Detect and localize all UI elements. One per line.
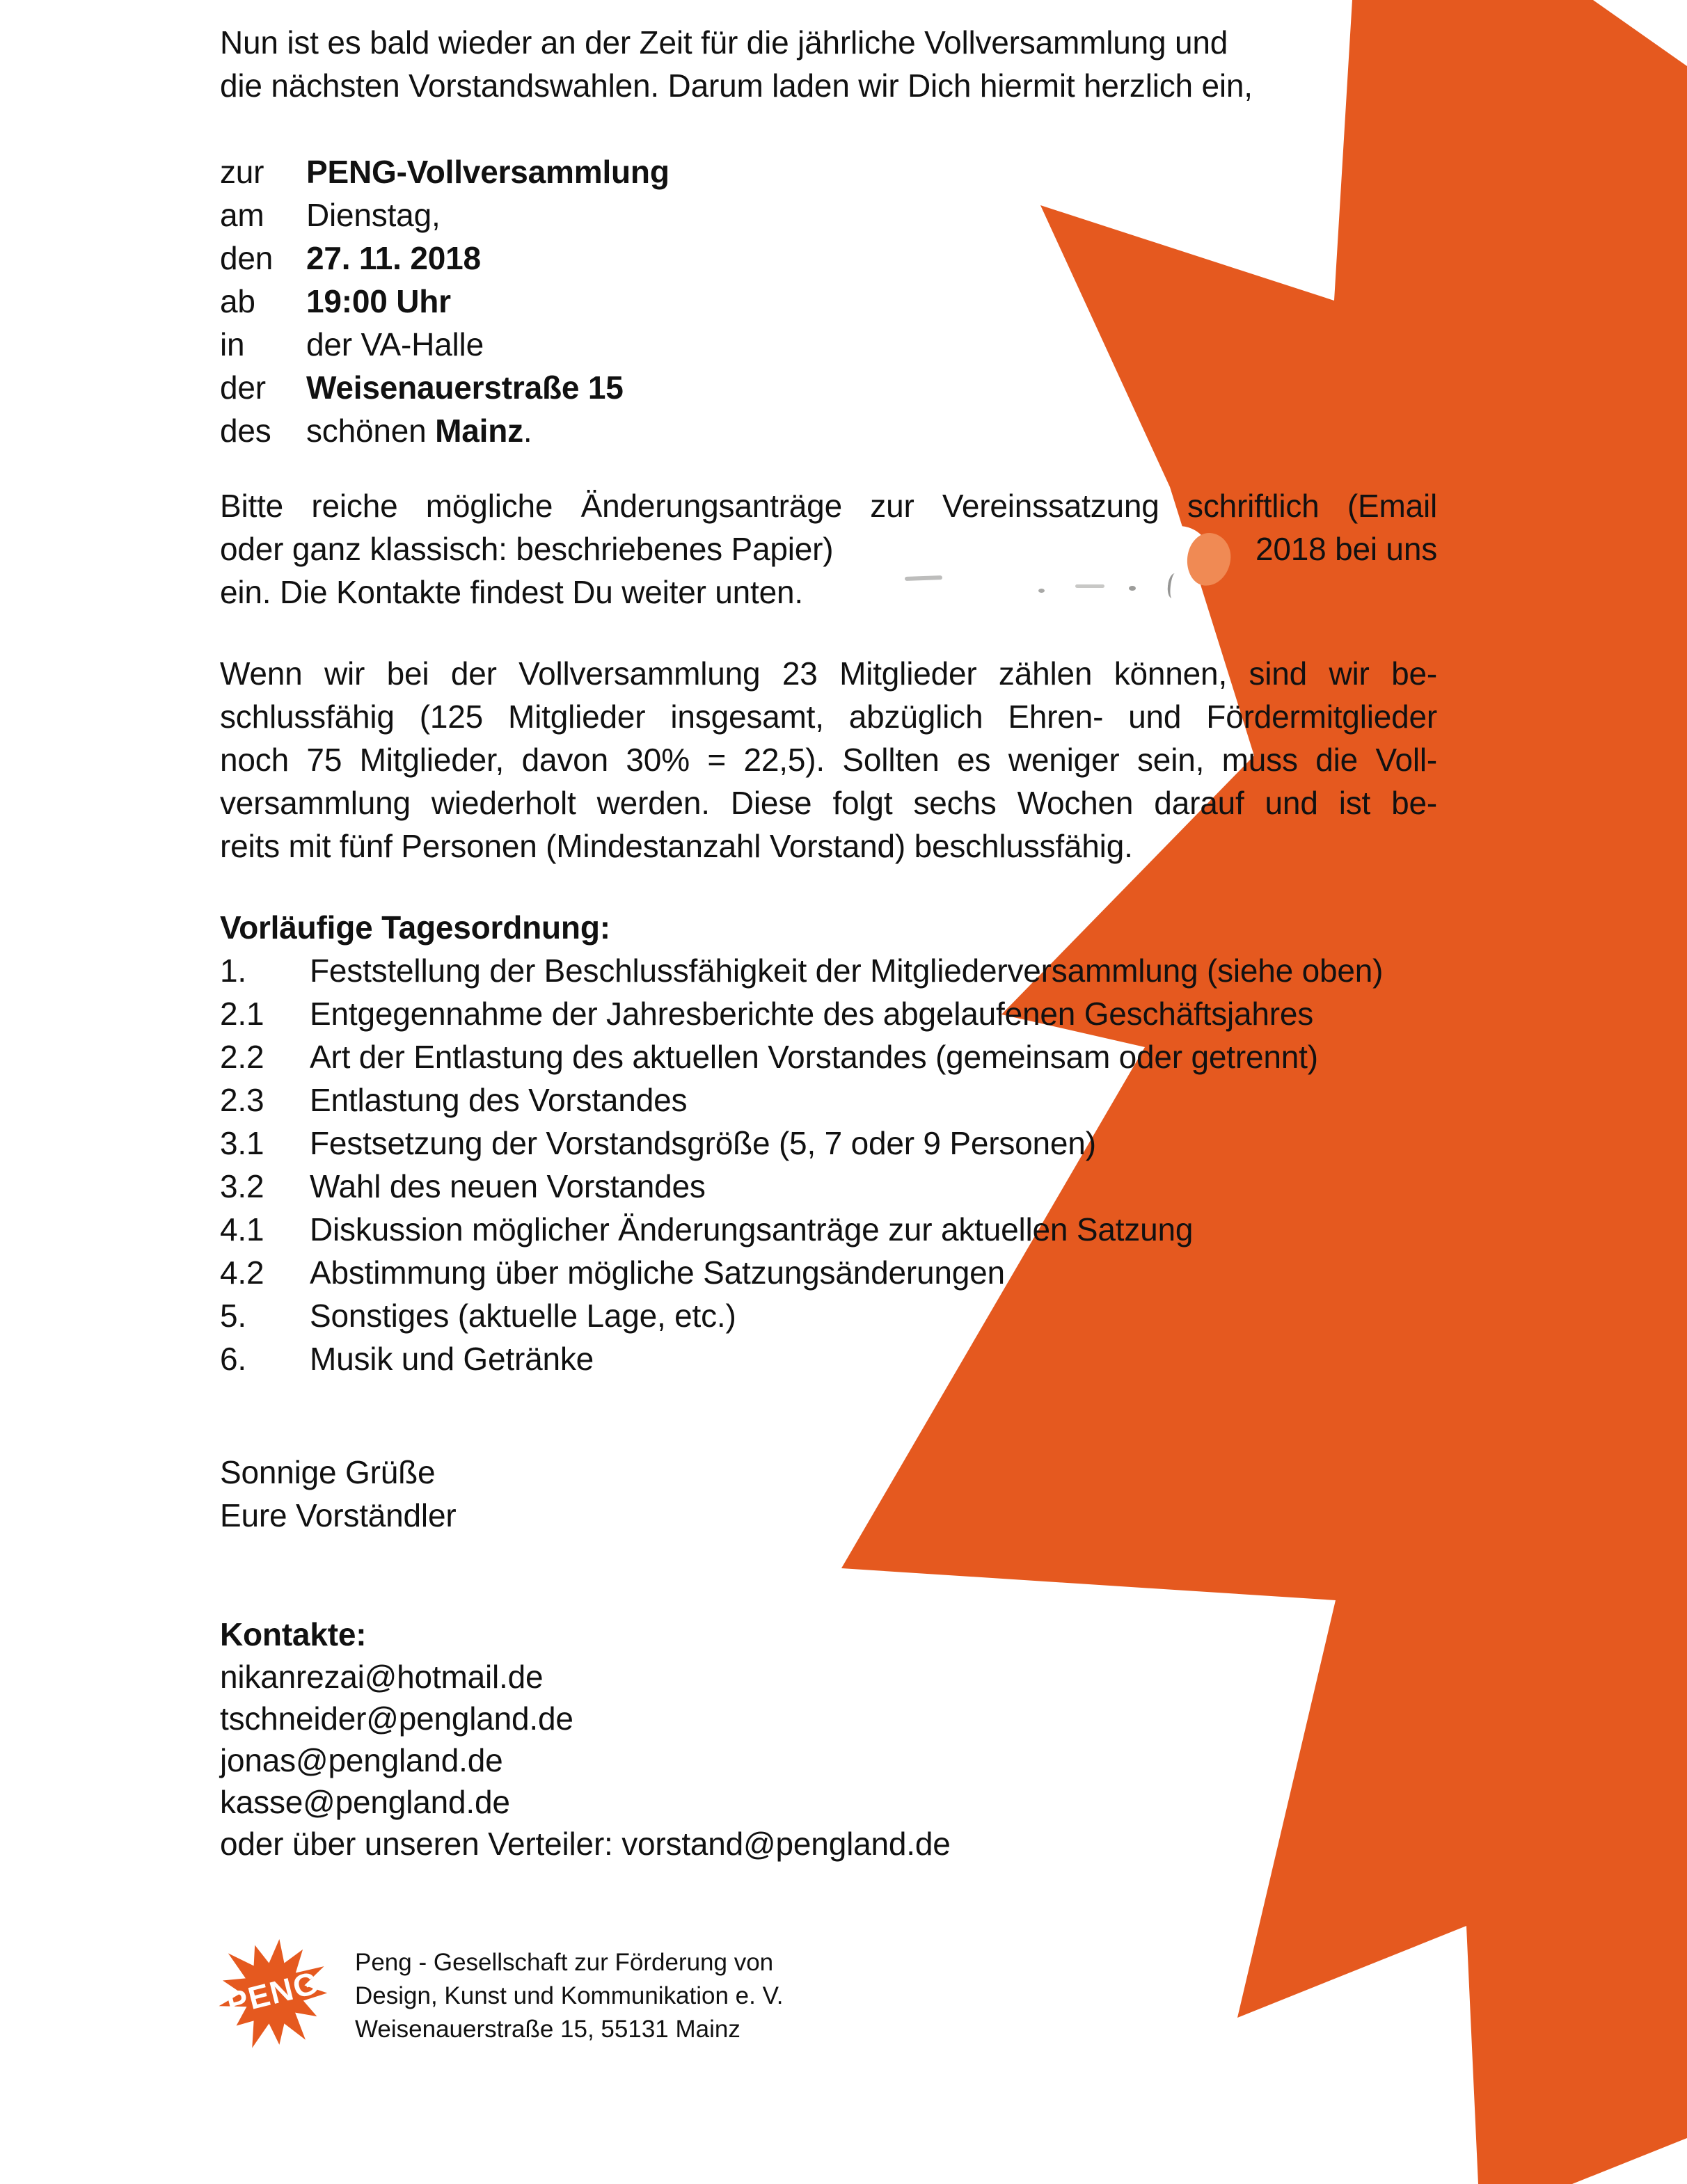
- agenda-item-text: Art der Entlastung des aktuellen Vorstandes (gemeinsam oder getrennt): [310, 1039, 1318, 1075]
- agenda-item-text: Entlastung des Vorstandes: [310, 1082, 688, 1118]
- invitation-row: [220, 366, 670, 409]
- invitation-label: zur: [220, 154, 264, 190]
- agenda-item-number: 6.: [220, 1341, 246, 1377]
- peng-logo-text: PENG: [223, 1964, 323, 2022]
- agenda-item: [220, 1251, 1383, 1294]
- invitation-row: [220, 409, 670, 452]
- text-line: reits mit fünf Personen (Mindestanzahl Vorstand) beschlussfähig.: [220, 828, 1133, 864]
- agenda-item-number: 3.1: [220, 1125, 264, 1161]
- intro-paragraph: [220, 21, 1253, 107]
- invitation-row: [220, 323, 670, 366]
- agenda-item: [220, 1208, 1383, 1251]
- contacts-heading: Kontakte:: [220, 1616, 367, 1652]
- invitation-label: der: [220, 369, 266, 406]
- closing-block: [220, 1451, 456, 1537]
- text-line: versammlung wiederholt werden. Diese folgt sechs Wochen darauf und ist be-: [220, 785, 1437, 821]
- invitation-value: 19:00 Uhr: [306, 283, 451, 319]
- footer-line: Design, Kunst und Kommunikation e. V.: [355, 1982, 784, 2009]
- agenda-item-number: 4.2: [220, 1254, 264, 1291]
- invitation-label: in: [220, 326, 245, 362]
- agenda-item-text: Musik und Getränke: [310, 1341, 594, 1377]
- agenda-item: [220, 1122, 1383, 1165]
- text-line-with-gap: [220, 527, 1437, 571]
- text-segment: oder ganz klassisch: beschriebenes Papier): [220, 531, 834, 567]
- invitation-label: am: [220, 197, 264, 233]
- text-line: die nächsten Vorstandswahlen. Darum laden wir Dich hiermit herzlich ein,: [220, 67, 1253, 104]
- contact-email: kasse@pengland.de: [220, 1784, 510, 1820]
- invitation-value: schönen Mainz.: [306, 413, 532, 449]
- invitation-value: Weisenauerstraße 15: [306, 369, 624, 406]
- text-line: Bitte reiche mögliche Änderungsanträge zur Vereinssatzung schriftlich (Email: [220, 488, 1437, 524]
- invitation-row: [220, 150, 670, 193]
- text-line: schlussfähig (125 Mitglieder insgesamt, abzüglich Ehren- und Fördermitglieder: [220, 699, 1437, 735]
- contact-email: tschneider@pengland.de: [220, 1700, 573, 1737]
- invitation-row: [220, 280, 670, 323]
- invitation-block: [220, 150, 670, 452]
- contact-email: oder über unseren Verteiler: vorstand@pengland.de: [220, 1826, 951, 1862]
- footer-address: [355, 1946, 783, 2046]
- agenda-item-number: 5.: [220, 1298, 246, 1334]
- invitation-value: PENG-Vollversammlung: [306, 154, 670, 190]
- invitation-row: [220, 237, 670, 280]
- paragraph-bitte: [220, 484, 1437, 614]
- text-segment: 2018 bei uns: [1255, 531, 1437, 567]
- contact-email: jonas@pengland.de: [220, 1742, 503, 1778]
- agenda-item-text: Entgegennahme der Jahresberichte des abgelaufenen Geschäftsjahres: [310, 996, 1314, 1032]
- contacts-list: [220, 1656, 951, 1865]
- text-line: Nun ist es bald wieder an der Zeit für die jährliche Vollversammlung und: [220, 24, 1228, 61]
- agenda-item-text: Feststellung der Beschlussfähigkeit der Mitgliederversammlung (siehe oben): [310, 952, 1384, 989]
- agenda-item-text: Wahl des neuen Vorstandes: [310, 1168, 706, 1204]
- invitation-label: den: [220, 240, 274, 276]
- text-line: Wenn wir bei der Vollversammlung 23 Mitglieder zählen können, sind wir be-: [220, 655, 1437, 692]
- paragraph-wenn: [220, 652, 1437, 868]
- peng-logo-starburst-icon: [210, 1929, 335, 2057]
- agenda-item: [220, 1337, 1383, 1380]
- contact-email: nikanrezai@hotmail.de: [220, 1659, 544, 1695]
- agenda-item-number: 1.: [220, 952, 246, 989]
- invitation-value: Dienstag,: [306, 197, 441, 233]
- agenda-item: [220, 1165, 1383, 1208]
- invitation-row: [220, 193, 670, 237]
- footer-line: Weisenauerstraße 15, 55131 Mainz: [355, 2016, 740, 2043]
- text-line: ein. Die Kontakte findest Du weiter unten.: [220, 574, 803, 610]
- agenda-heading: Vorläufige Tagesordnung:: [220, 909, 610, 946]
- invitation-label: des: [220, 413, 271, 449]
- agenda-item-number: 2.2: [220, 1039, 264, 1075]
- text-line: Eure Vorständler: [220, 1497, 457, 1533]
- invitation-value: der VA-Halle: [306, 326, 484, 362]
- agenda-item: [220, 1294, 1383, 1337]
- agenda-item-number: 4.1: [220, 1211, 264, 1248]
- agenda-item-number: 2.3: [220, 1082, 264, 1118]
- text-line: Sonnige Grüße: [220, 1454, 436, 1490]
- agenda-item: [220, 992, 1383, 1035]
- invitation-value: 27. 11. 2018: [306, 240, 481, 276]
- footer-line: Peng - Gesellschaft zur Förderung von: [355, 1949, 774, 1976]
- agenda-item-text: Abstimmung über mögliche Satzungsänderungen: [310, 1254, 1005, 1291]
- agenda-item-number: 2.1: [220, 996, 264, 1032]
- agenda-item-number: 3.2: [220, 1168, 264, 1204]
- agenda-item: [220, 1035, 1383, 1078]
- invitation-label: ab: [220, 283, 255, 319]
- agenda-section: [220, 906, 1383, 1380]
- agenda-item: [220, 1078, 1383, 1122]
- agenda-item-text: Diskussion möglicher Änderungsanträge zur aktuellen Satzung: [310, 1211, 1194, 1248]
- text-line: noch 75 Mitglieder, davon 30% = 22,5). Sollten es weniger sein, muss die Voll-: [220, 742, 1437, 778]
- agenda-item-text: Festsetzung der Vorstandsgröße (5, 7 oder 9 Personen): [310, 1125, 1096, 1161]
- agenda-item: [220, 949, 1383, 992]
- agenda-item-text: Sonstiges (aktuelle Lage, etc.): [310, 1298, 736, 1334]
